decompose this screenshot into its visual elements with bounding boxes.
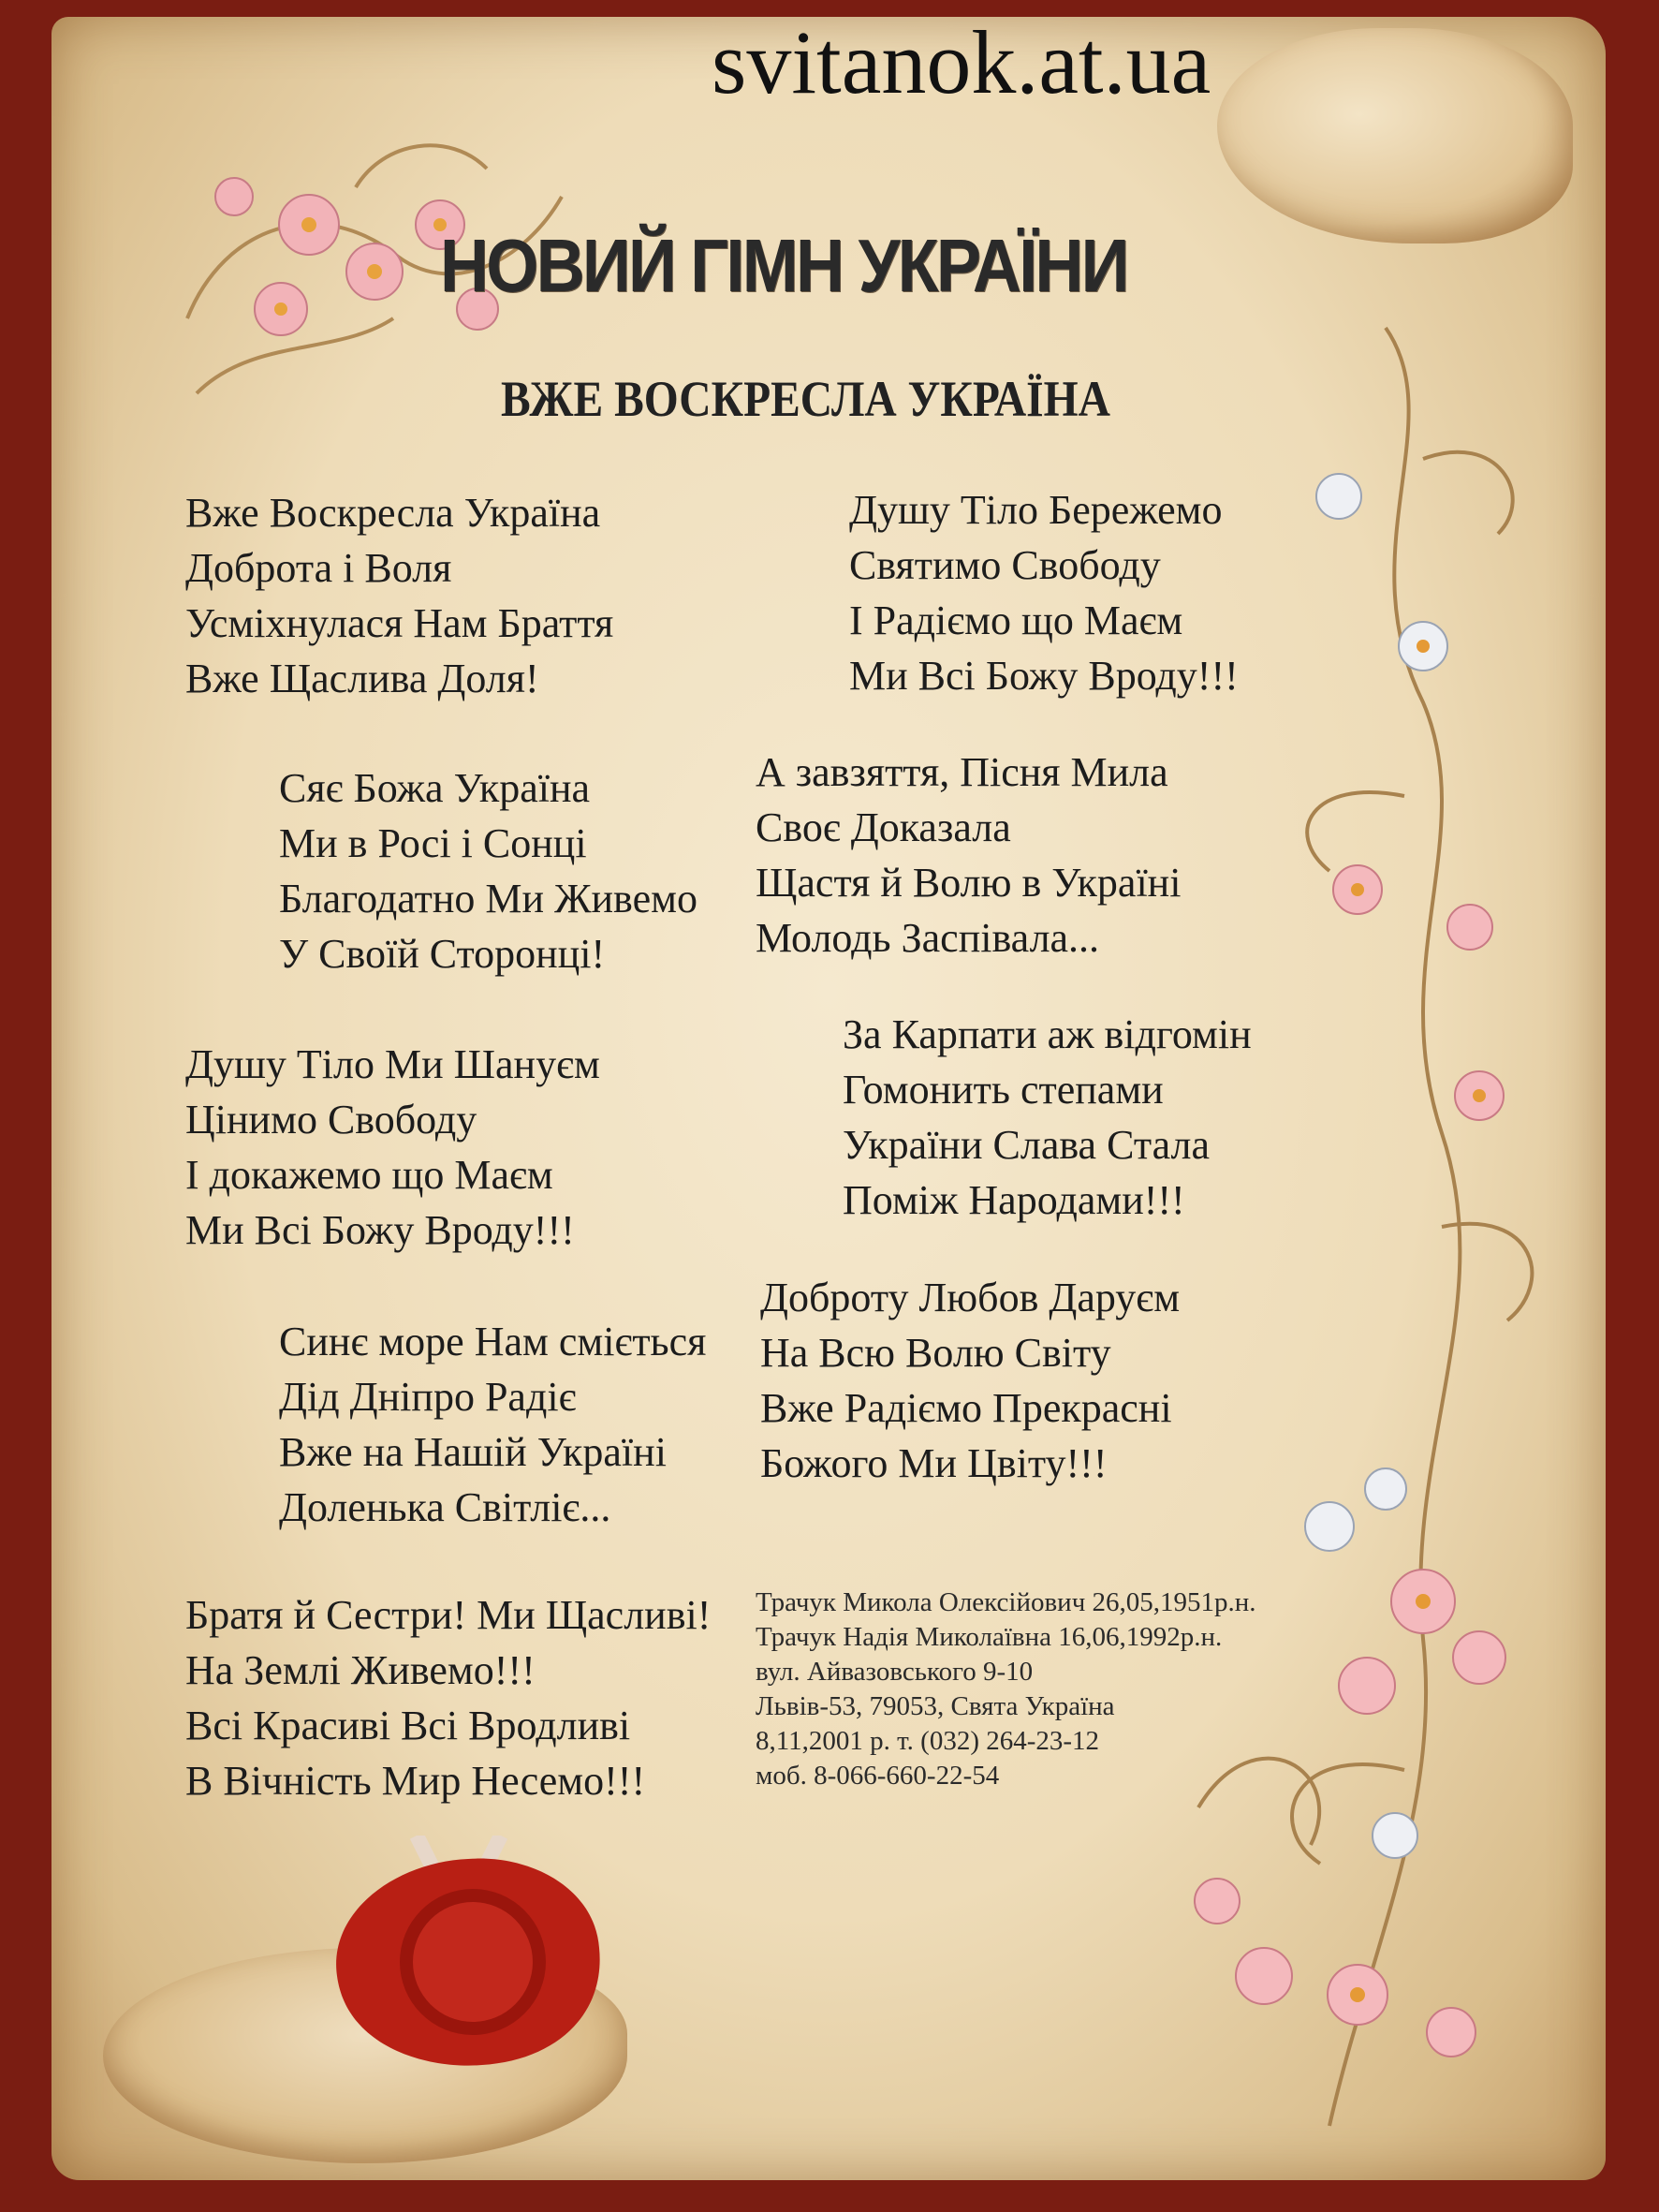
verse-line: Всі Красиві Всі Вродливі	[185, 1703, 631, 1748]
verse-line: Доброта і Воля	[185, 545, 452, 591]
author-line: моб. 8-066-660-22-54	[756, 1761, 1000, 1791]
verse-line: А завзяття, Пісня Мила	[756, 749, 1168, 795]
wax-seal-icon	[314, 1836, 623, 2079]
verse-line: Божого Ми Цвіту!!!	[760, 1440, 1108, 1486]
verse-line: І Радіємо що Маєм	[849, 597, 1183, 643]
author-line: Трачук Надія Миколаївна 16,06,1992р.н.	[756, 1622, 1223, 1652]
verse-line: Щастя й Волю в Україні	[756, 860, 1182, 906]
verse-line: Гомонить степами	[843, 1067, 1164, 1113]
verse-line: Дід Дніпро Радіє	[279, 1374, 577, 1420]
verse-line: Святимо Свободу	[849, 542, 1161, 588]
verse-line: Вже Воскресла Україна	[185, 490, 601, 536]
verse-line: Доброту Любов Даруєм	[760, 1275, 1181, 1320]
verse-line: І докажемо що Маєм	[185, 1152, 553, 1198]
verse-line: Поміж Народами!!!	[843, 1177, 1185, 1223]
verse-line: Сяє Божа Україна	[279, 765, 591, 811]
stanza-8	[843, 1007, 1252, 1228]
verse-line: Вже Щаслива Доля!	[185, 656, 539, 701]
verse-line: Душу Тіло Ми Шануєм	[185, 1041, 600, 1087]
verse-line: У Своїй Сторонці!	[279, 931, 606, 977]
site-url: svitanok.at.ua	[712, 12, 1211, 112]
verse-line: Ми в Росі і Сонці	[279, 820, 587, 866]
verse-line: Вже Радіємо Прекрасні	[760, 1385, 1172, 1431]
stanza-4	[279, 1314, 706, 1535]
verse-line: Цінимо Свободу	[185, 1097, 477, 1143]
page-subtitle: ВЖЕ ВОСКРЕСЛА УКРАЇНА	[501, 371, 1110, 427]
verse-line: За Карпати аж відгомін	[843, 1011, 1252, 1057]
author-info	[756, 1585, 1256, 1793]
verse-line: України Слава Стала	[843, 1122, 1211, 1168]
stanza-6	[849, 482, 1239, 703]
verse-line: Благодатно Ми Живемо	[279, 876, 697, 922]
verse-line: На Всю Волю Світу	[760, 1330, 1111, 1376]
stanza-9	[760, 1270, 1180, 1491]
stanza-5	[185, 1587, 711, 1808]
verse-line: Ми Всі Божу Вроду!!!	[185, 1207, 575, 1253]
verse-line: Синє море Нам сміється	[279, 1319, 707, 1364]
verse-line: Доленька Світліє...	[279, 1484, 611, 1530]
verse-line: Братя й Сестри! Ми Щасливі!	[185, 1592, 712, 1638]
verse-line: Вже на Нашій Україні	[279, 1429, 667, 1475]
author-line: 8,11,2001 р. т. (032) 264-23-12	[756, 1726, 1100, 1756]
verse-line: На Землі Живемо!!!	[185, 1647, 536, 1693]
verse-line: Молодь Заспівала...	[756, 915, 1100, 961]
author-line: вул. Айвазовського 9-10	[756, 1657, 1034, 1687]
stanza-3	[185, 1037, 600, 1258]
verse-line: В Вічність Мир Несемо!!!	[185, 1758, 646, 1804]
author-line: Трачук Микола Олексійович 26,05,1951р.н.	[756, 1587, 1256, 1617]
verse-line: Своє Доказала	[756, 804, 1011, 850]
stanza-1	[185, 485, 613, 706]
page-title: НОВИЙ ГІМН УКРАЇНИ	[440, 224, 1127, 307]
verse-line: Ми Всі Божу Вроду!!!	[849, 653, 1239, 699]
author-line: Львів-53, 79053, Свята Україна	[756, 1691, 1115, 1721]
verse-line: Душу Тіло Бережемо	[849, 487, 1223, 533]
verse-line: Усміхнулася Нам Браття	[185, 600, 614, 646]
stanza-2	[279, 760, 697, 981]
stanza-7	[756, 745, 1181, 966]
